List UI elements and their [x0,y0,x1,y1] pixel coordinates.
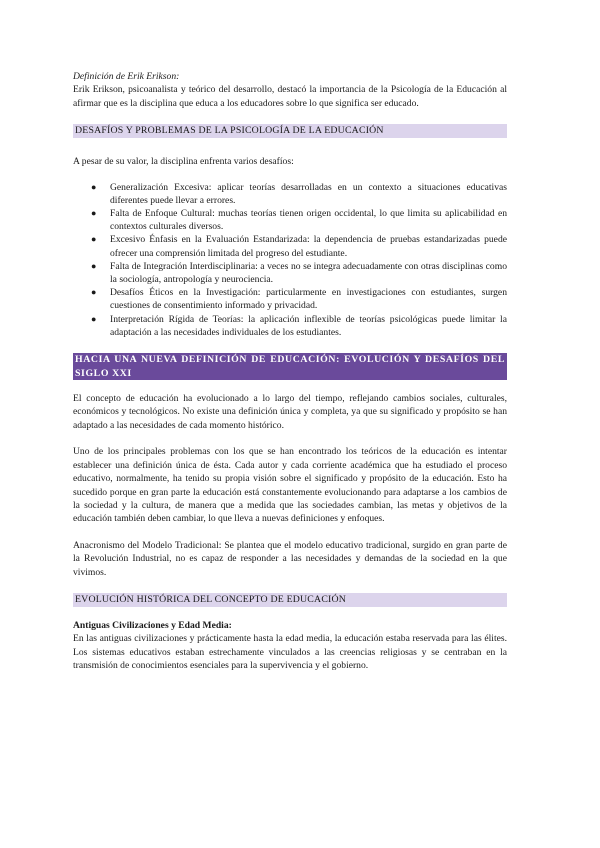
paragraph-evolution: El concepto de educación ha evolucionado a lo largo del tiempo, reflejando cambios sociales, culturales, económicos y tecnológicos. No existe una definición única y completa, ya que su significado y propósito se han adaptado a las necesidades de cada momento histórico. [73,393,507,431]
section-heading-history: EVOLUCIÓN HISTÓRICA DEL CONCEPTO DE EDUCACIÓN [73,593,507,607]
list-item: ● Falta de Enfoque Cultural: muchas teorías tienen origen occidental, lo que limita su aplicabilidad en contextos culturales diversos. [91,208,507,233]
bullet-icon: ● [91,260,97,271]
intro-paragraph: Erik Erikson, psicoanalista y teórico del desarrollo, destacó la importancia de la Psicología de la Educación al afirmar que es la disciplina que educa a los educadores sobre lo que significa ser educado. [73,84,507,109]
bullet-icon: ● [91,287,97,298]
list-item: ● Generalización Excesiva: aplicar teorías desarrolladas en un contexto a situaciones educativas diferentes puede llevar a errores. [91,181,507,206]
section-lead: A pesar de su valor, la disciplina enfrenta varios desafíos: [73,156,294,168]
paragraph-ancient: En las antiguas civilizaciones y prácticamente hasta la edad media, la educación estaba reservada para las élites. Los sistemas educativos estaban estrechamente vinculados a las creencias religiosas y se centraban en la transmisión de conocimientos esenciales para la supervivencia y el gobierno. [73,633,507,672]
document-page [73,70,507,673]
bullet-icon: ● [91,208,97,219]
bullet-icon: ● [91,234,97,245]
list-item: ● Interpretación Rígida de Teorías: la aplicación inflexible de teorías psicológicas puede limitar la adaptación a las necesidades individuales de los estudiantes. [91,313,507,338]
list-item: ● Excesivo Énfasis en la Evaluación Estandarizada: la dependencia de pruebas estandarizadas puede ofrecer una comprensión limitada del progreso del estudiante. [91,234,507,259]
bullet-icon: ● [91,181,97,192]
intro-label: Definición de Erik Erikson: [73,71,180,82]
list-item: ● Falta de Integración Interdisciplinaria: a veces no se integra adecuadamente con otras disciplinas como la sociología, antropología y neurociencia. [91,260,507,286]
paragraph-anachronism: Anacronismo del Modelo Tradicional: Se plantea que el modelo educativo tradicional, surgido en gran parte de la Revolución Industrial, no es capaz de responder a las necesidades y demandas de la sociedad en la que vivimos. [73,539,507,578]
challenges-list [73,181,507,339]
section-heading-new-definition: HACIA UNA NUEVA DEFINICIÓN DE EDUCACIÓN: EVOLUCIÓN Y DESAFÍOS DEL SIGLO XXI [75,354,505,379]
bullet-icon: ● [91,313,97,324]
section-heading-challenges: DESAFÍOS Y PROBLEMAS DE LA PSICOLOGÍA DE LA EDUCACIÓN [73,124,507,138]
subheading-ancient: Antiguas Civilizaciones y Edad Media: [73,619,232,631]
list-item: ● Desafíos Éticos en la Investigación: particularmente en investigaciones con estudiantes, surgen cuestiones de consentimiento informado y privacidad. [91,287,507,312]
paragraph-definition-problem: Uno de los principales problemas con los que se han encontrado los teóricos de la educación es intentar establecer una definición única de ésta. Cada autor y cada corriente académica que ha estudiado el proceso educativo, normalmente, ha tenido su propia visión sobre el significado y propósito de la educación. Esto ha sucedido porque en gran parte la educación está constantemente evolucionando para adaptarse a los cambios de la sociedad y la cultura, de manera que a medida que las sociedades cambian, las metas y objetivos de la educación también deben cambiar, lo que lleva a nuevas definiciones y enfoques. [73,446,507,525]
